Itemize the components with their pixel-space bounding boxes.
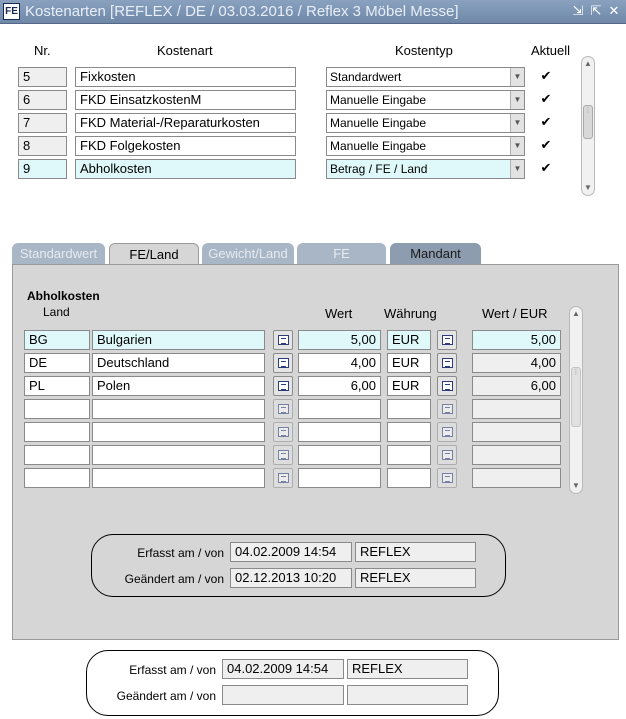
header-waehrung: Währung [384,306,437,321]
tab-gewicht-land[interactable]: Gewicht/Land [202,243,294,265]
scroll-thumb[interactable]: ⋮ [583,105,593,139]
kostenart-field[interactable]: Fixkosten [75,67,296,87]
chevron-down-icon[interactable]: ▼ [510,114,524,132]
land-name-field[interactable]: Bulgarien [92,330,265,350]
land-code-field[interactable]: BG [24,330,90,350]
list-icon [278,450,289,460]
kostentyp-select[interactable] [326,136,525,156]
chevron-down-icon[interactable]: ▼ [510,68,524,86]
chevron-down-icon[interactable]: ▼ [510,91,524,109]
list-icon [278,473,289,483]
geaendert-date-field [222,685,344,705]
list-icon [278,358,289,368]
scroll-up-icon[interactable]: ▲ [572,309,580,318]
chevron-down-icon[interactable]: ▼ [510,137,524,155]
land-code-field[interactable]: DE [24,353,90,373]
kostenart-field[interactable]: FKD EinsatzkostenM [75,90,296,110]
land-code-field[interactable]: PL [24,376,90,396]
land-lov-button[interactable] [273,353,293,373]
land-name-field[interactable] [92,468,265,488]
kostenart-field[interactable]: FKD Material-/Reparaturkosten [75,113,296,133]
erfasst-user-field: REFLEX [347,659,468,679]
land-lov-button[interactable] [273,468,293,488]
land-scrollbar[interactable] [569,306,583,494]
list-icon [442,473,453,483]
kostentyp-value: Standardwert [330,70,402,84]
land-name-field[interactable] [92,445,265,465]
wert-eur-field [472,399,561,419]
waehrung-field[interactable]: EUR [387,376,431,396]
land-code-field[interactable] [24,422,90,442]
erfasst-date-field: 04.02.2009 14:54 [230,542,352,562]
kostenart-field[interactable]: Abholkosten [75,159,296,179]
kosten-scrollbar[interactable] [581,56,595,196]
list-icon [278,335,289,345]
waehrung-lov-button[interactable] [437,445,457,465]
wert-eur-field [472,445,561,465]
list-icon [278,381,289,391]
scroll-thumb[interactable]: ⋮ [571,367,581,427]
nr-field[interactable]: 8 [18,136,67,156]
header-nr: Nr. [34,43,51,58]
geaendert-label: Geändert am / von [116,689,216,703]
geaendert-date-field: 02.12.2013 10:20 [230,568,352,588]
geaendert-user-field: REFLEX [355,568,476,588]
wert-eur-field [472,422,561,442]
wert-field[interactable]: 6,00 [298,376,381,396]
section-title: Abholkosten [27,289,100,303]
scroll-down-icon[interactable]: ▼ [572,481,580,490]
maximize-icon[interactable]: ⇱ [590,3,602,18]
waehrung-lov-button[interactable] [437,399,457,419]
aktuell-checkbox[interactable]: ✔ [540,68,552,83]
aktuell-checkbox[interactable]: ✔ [540,160,552,175]
land-name-field[interactable]: Polen [92,376,265,396]
waehrung-lov-button[interactable] [437,468,457,488]
waehrung-lov-button[interactable] [437,353,457,373]
land-code-field[interactable] [24,468,90,488]
header-land: Land [43,305,70,319]
erfasst-user-field: REFLEX [355,542,476,562]
waehrung-field[interactable] [387,445,431,465]
wert-eur-field: 4,00 [472,353,561,373]
kostentyp-select[interactable] [326,67,525,87]
waehrung-lov-button[interactable] [437,330,457,350]
erfasst-label: Erfasst am / von [137,546,224,560]
list-icon [278,427,289,437]
list-icon [278,404,289,414]
waehrung-field[interactable] [387,422,431,442]
wert-field[interactable] [298,468,381,488]
header-kostentyp: Kostentyp [395,43,453,58]
aktuell-checkbox[interactable]: ✔ [540,114,552,129]
wert-field[interactable] [298,422,381,442]
list-icon [442,381,453,391]
nr-field[interactable]: 9 [18,159,67,179]
kostentyp-select[interactable] [326,159,525,179]
tab-mandant[interactable]: Mandant [390,243,481,265]
chevron-down-icon[interactable]: ▼ [510,160,524,178]
list-icon [442,358,453,368]
scroll-up-icon[interactable]: ▲ [584,59,592,68]
land-lov-button[interactable] [273,422,293,442]
kostentyp-value: Betrag / FE / Land [330,162,428,176]
header-wert: Wert [325,306,353,321]
wert-field[interactable] [298,445,381,465]
wert-field[interactable]: 5,00 [298,330,381,350]
land-code-field[interactable] [24,445,90,465]
tab-fe-land[interactable]: FE/Land [109,243,199,266]
close-icon[interactable]: ✕ [608,3,620,18]
kostentyp-value: Manuelle Eingabe [330,139,427,153]
land-name-field[interactable] [92,399,265,419]
nr-field[interactable]: 5 [18,67,67,87]
header-wert-eur: Wert / EUR [482,306,548,321]
list-icon [442,404,453,414]
waehrung-lov-button[interactable] [437,422,457,442]
land-lov-button[interactable] [273,445,293,465]
wert-eur-field: 6,00 [472,376,561,396]
land-lov-button[interactable] [273,330,293,350]
kostentyp-select[interactable] [326,90,525,110]
wert-field[interactable]: 4,00 [298,353,381,373]
geaendert-user-field [347,685,468,705]
header-kostenart: Kostenart [157,43,213,58]
kostentyp-value: Manuelle Eingabe [330,93,427,107]
wert-eur-field[interactable]: 5,00 [472,330,561,350]
list-icon [442,335,453,345]
restore-icon[interactable]: ⇲ [572,3,584,18]
app-icon: FE [3,3,20,20]
waehrung-field[interactable]: EUR [387,353,431,373]
waehrung-field[interactable] [387,468,431,488]
kostentyp-value: Manuelle Eingabe [330,116,427,130]
title-bar [0,0,626,24]
land-code-field[interactable] [24,399,90,419]
kostentyp-select[interactable] [326,113,525,133]
scroll-down-icon[interactable]: ▼ [584,183,592,192]
erfasst-label: Erfasst am / von [129,663,216,677]
erfasst-date-field: 04.02.2009 14:54 [222,659,344,679]
kostenart-field[interactable]: FKD Folgekosten [75,136,296,156]
wert-eur-field [472,468,561,488]
wert-field[interactable] [298,399,381,419]
nr-field[interactable]: 7 [18,113,67,133]
land-lov-button[interactable] [273,376,293,396]
list-icon [442,427,453,437]
list-icon [442,450,453,460]
waehrung-field[interactable] [387,399,431,419]
tab-fe[interactable]: FE [297,243,386,265]
waehrung-field[interactable]: EUR [387,330,431,350]
aktuell-checkbox[interactable]: ✔ [540,91,552,106]
tab-standardwert[interactable]: Standardwert [12,243,105,265]
header-aktuell: Aktuell [531,43,571,58]
land-name-field[interactable]: Deutschland [92,353,265,373]
geaendert-label: Geändert am / von [124,572,224,586]
window-title: Kostenarten [REFLEX / DE / 03.03.2016 / Reflex 3 Möbel Messe] [25,3,459,20]
land-name-field[interactable] [92,422,265,442]
aktuell-checkbox[interactable]: ✔ [540,137,552,152]
land-lov-button[interactable] [273,399,293,419]
waehrung-lov-button[interactable] [437,376,457,396]
nr-field[interactable]: 6 [18,90,67,110]
